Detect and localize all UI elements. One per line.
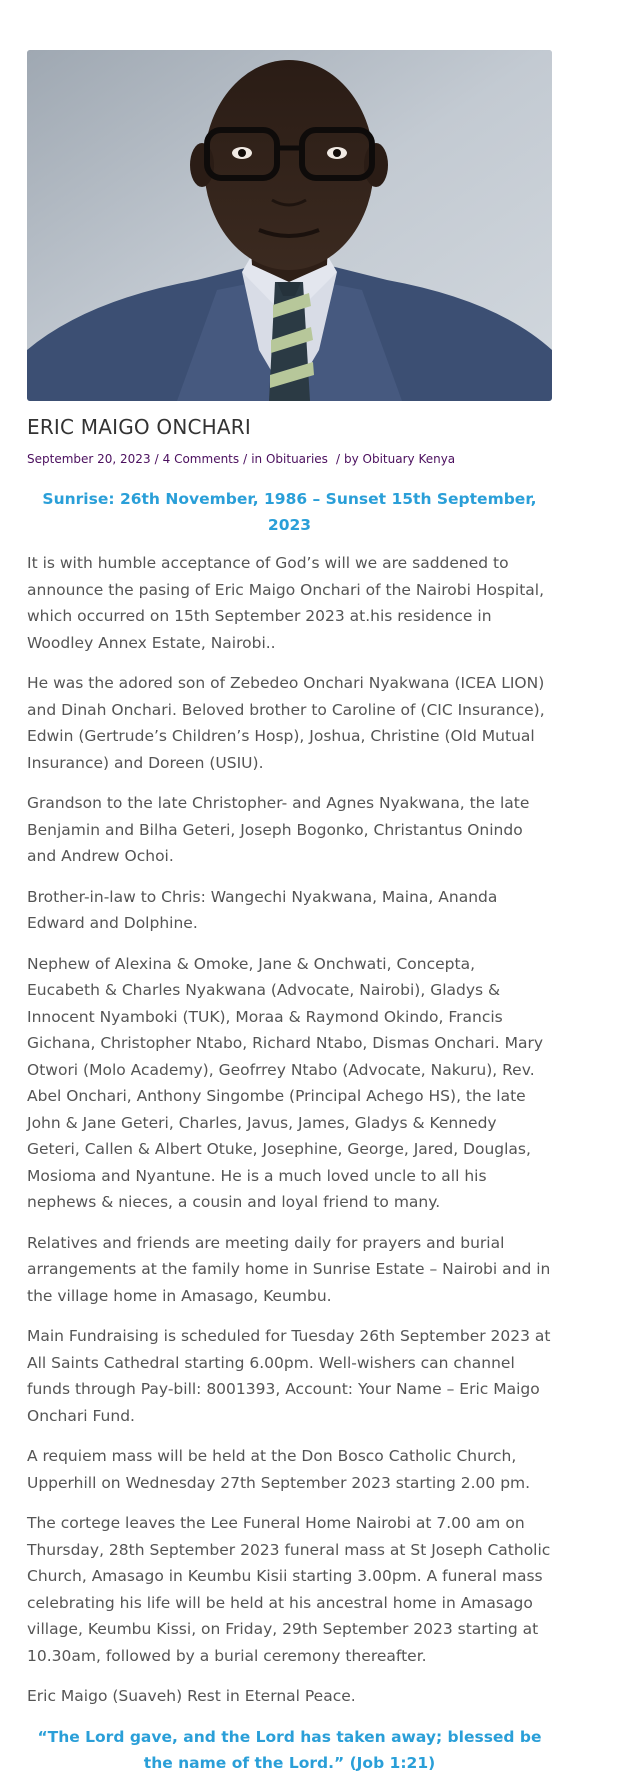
paragraph-announcement: It is with humble acceptance of God’s will we are saddened to announce the pasing of Eric Maigo Onchari of the Nairobi Hospital, which occurred on 15th September 2023 at.his residence in Woodley Annex Estate, Nairobi..	[27, 554, 545, 652]
paragraph-fundraising: Main Fundraising is scheduled for Tuesday 26th September 2023 at All Saints Cathedral starting 6.00pm. Well-wishers can channel funds through Pay-bill: 8001393, Account: Your Name – Eric Maigo Onchari Fund.	[27, 1327, 551, 1425]
paragraph-rest-in-peace: Eric Maigo (Suaveh) Rest in Eternal Peace.	[27, 1687, 356, 1705]
post-meta	[27, 450, 641, 468]
category-prefix: in	[251, 452, 263, 466]
comments-link[interactable]: 4 Comments	[162, 452, 240, 466]
paragraph-meetings: Relatives and friends are meeting daily for prayers and burial arrangements at the family home in Sunrise Estate – Nairobi and in the village home in Amasago, Keumbu.	[27, 1233, 551, 1305]
bible-quote: “The Lord gave, and the Lord has taken away; blessed be the name of the Lord.” (Job 1:21)	[37, 1727, 542, 1772]
meta-separator: /	[243, 452, 248, 466]
post-content	[27, 486, 552, 1776]
post-title: ERIC MAIGO ONCHARI	[27, 415, 251, 439]
sunrise-sunset-headline: Sunrise: 26th November, 1986 – Sunset 15th September, 2023	[42, 490, 537, 534]
paragraph-family: He was the adored son of Zebedeo Onchari Nyakwana (ICEA LION) and Dinah Onchari. Beloved brother to Caroline of (CIC Insurance), Edwin (Gertrude’s Children’s Hosp), Joshua, Christine (Old Mutual Insurance) and Doreen (USIU).	[27, 674, 545, 772]
category-link[interactable]: Obituaries	[265, 452, 328, 466]
paragraph-cortege: The cortege leaves the Lee Funeral Home Nairobi at 7.00 am on Thursday, 28th September 2023 funeral mass at St Joseph Catholic Church, Amasago in Keumbu Kisii starting 3.00pm. A funeral mass celebrating his life will be held at his ancestral home in Amasago village, Keumbu Kissi, on Friday, 29th September 2023 starting at 10.30am, followed by a burial ceremony thereafter.	[27, 1514, 551, 1665]
paragraph-grandson: Grandson to the late Christopher- and Agnes Nyakwana, the late Benjamin and Bilha Geteri, Joseph Bogonko, Christantus Onindo and Andrew Ochoi.	[27, 794, 530, 865]
paragraph-brother-in-law: Brother-in-law to Chris: Wangechi Nyakwana, Maina, Ananda Edward and Dolphine.	[27, 887, 498, 932]
meta-separator: /	[154, 452, 159, 466]
post-date-link[interactable]: September 20, 2023	[27, 452, 151, 466]
meta-separator: /	[335, 452, 340, 466]
author-prefix: by	[343, 452, 359, 466]
author-link[interactable]: Obituary Kenya	[362, 452, 456, 466]
paragraph-nephew: Nephew of Alexina & Omoke, Jane & Onchwati, Concepta, Eucabeth & Charles Nyakwana (Advocate, Nairobi), Gladys & Innocent Nyamboki (TUK), Moraa & Raymond Okindo, Francis Gichana, Christopher Ntabo, Richard Ntabo, Dismas Onchari. Mary Otwori (Molo Academy), Geofrrey Ntabo (Advocate, Nakuru), Rev. Abel Onchari, Anthony Singombe (Principal Achego HS), the late John & Jane Geteri, Charles, Javus, James, Gladys & Kennedy Geteri, Callen & Albert Otuke, Josephine, George, Jared, Douglas, Mosioma and Nyantune. He is a much loved uncle to all his nephews & nieces, a cousin and loyal friend to many.	[27, 954, 544, 1211]
paragraph-requiem: A requiem mass will be held at the Don Bosco Catholic Church, Upperhill on Wednesday 27th September 2023 starting 2.00 pm.	[27, 1447, 531, 1492]
portrait-photo	[27, 50, 552, 401]
